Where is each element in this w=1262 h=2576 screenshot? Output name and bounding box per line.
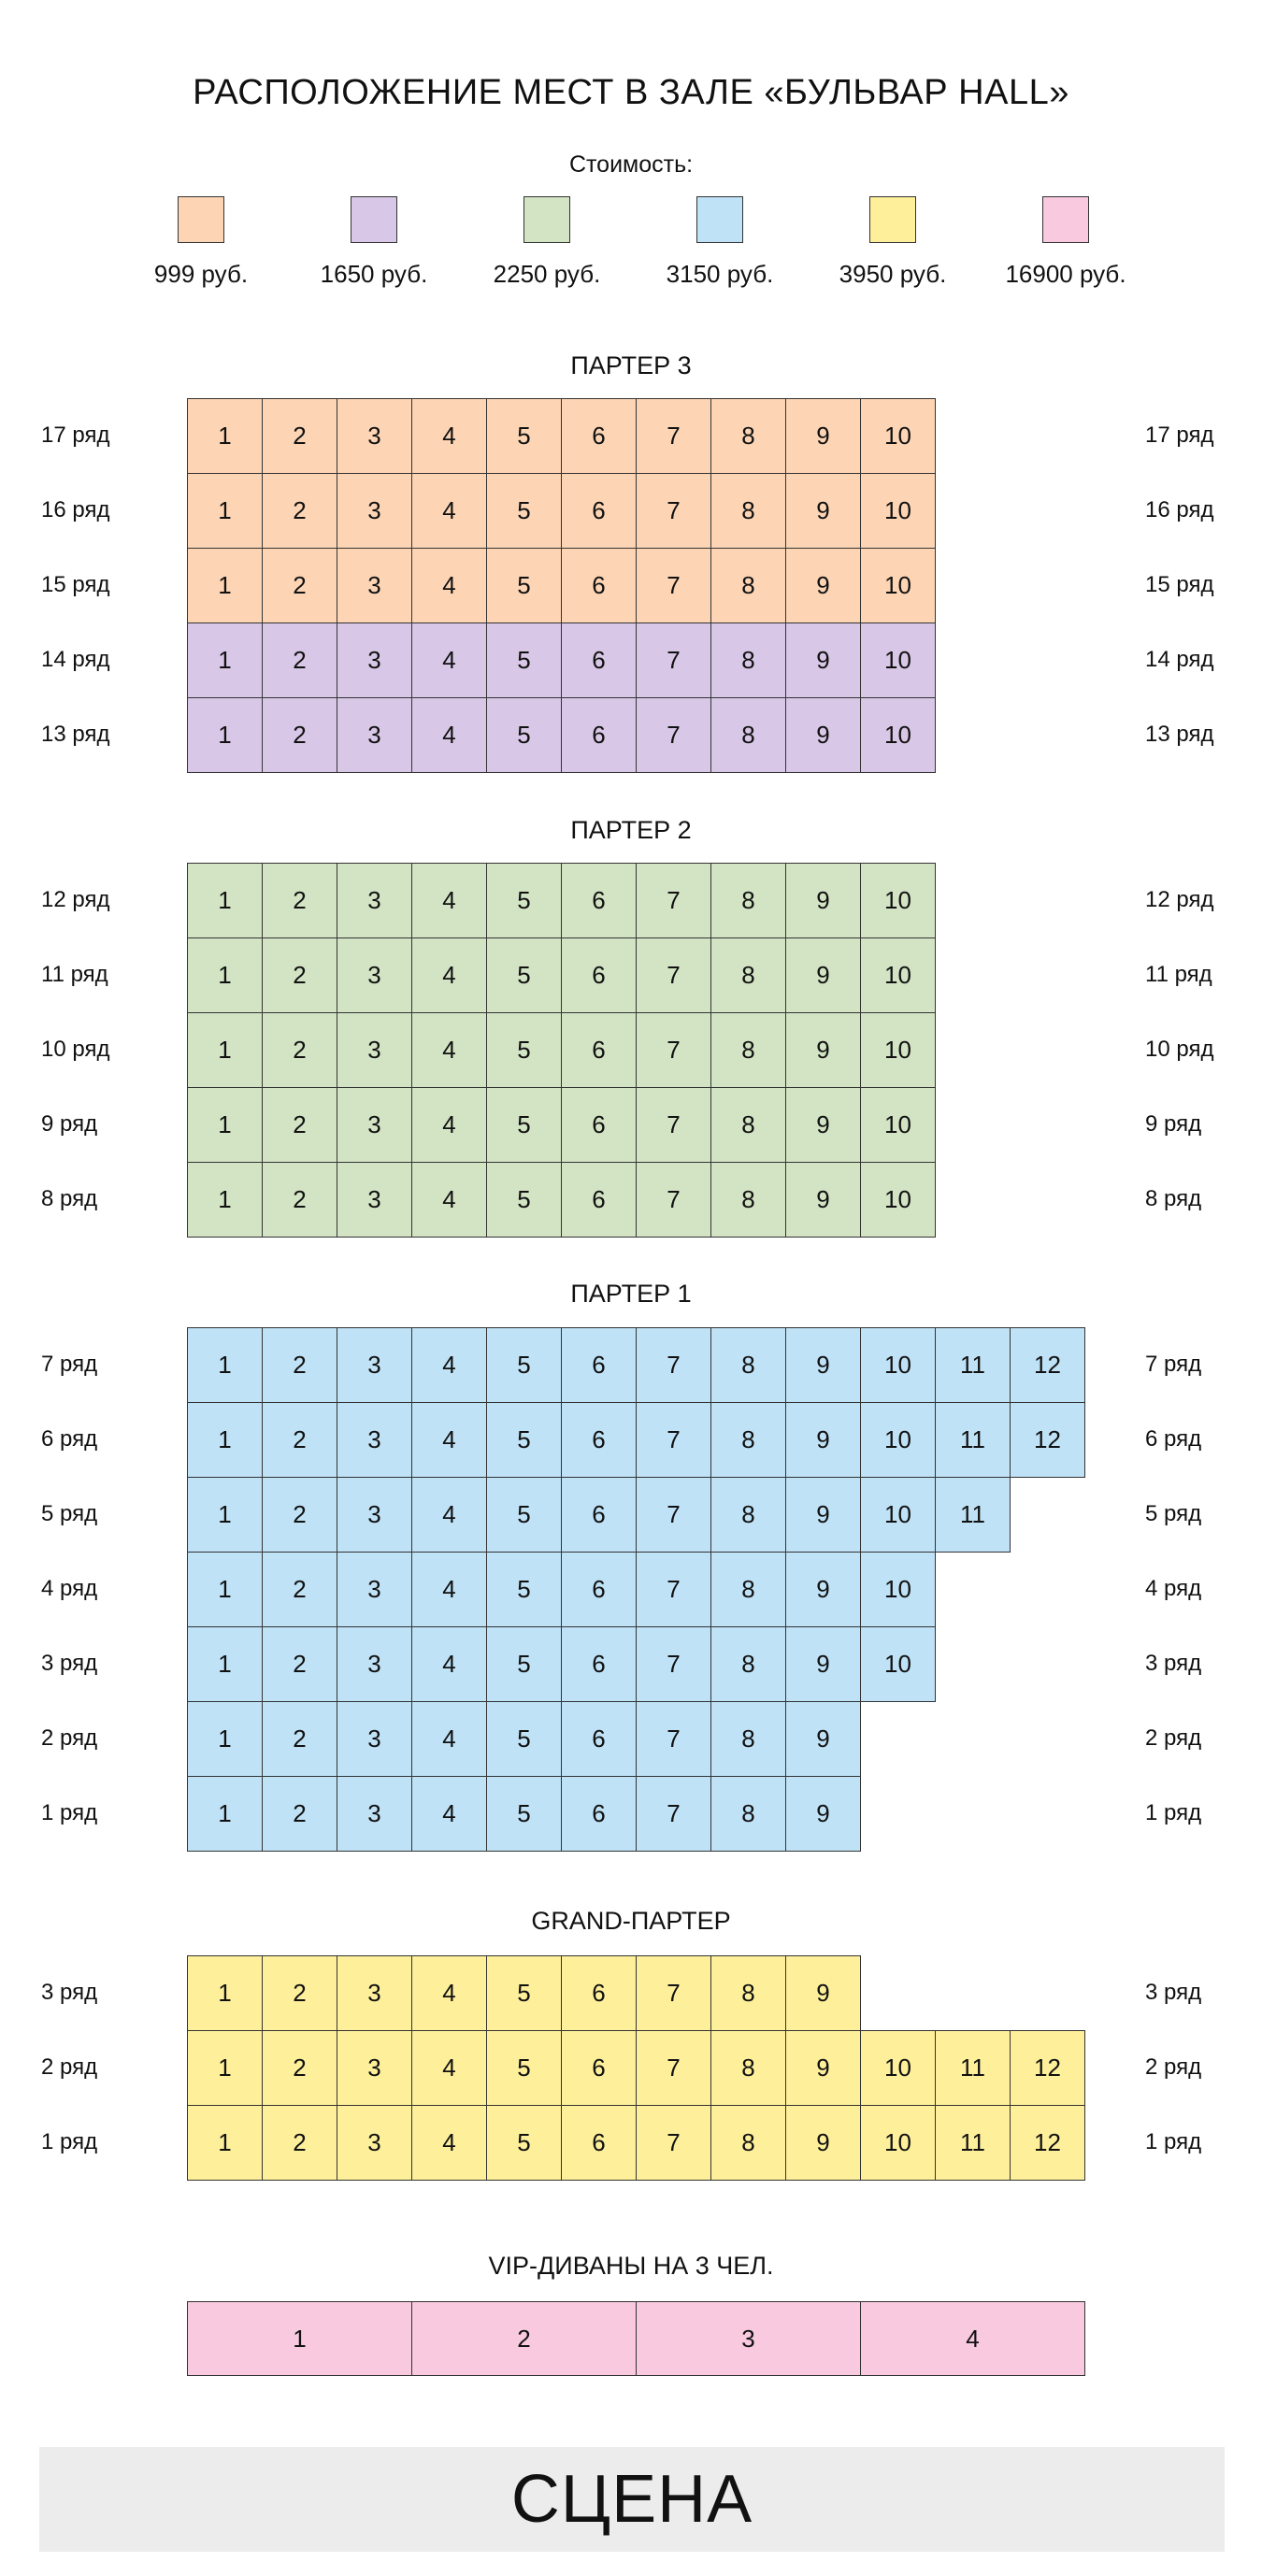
seat[interactable]: 11 bbox=[935, 1477, 1011, 1553]
seat[interactable]: 4 bbox=[411, 1701, 487, 1777]
seat[interactable]: 5 bbox=[486, 937, 562, 1013]
legend-swatch bbox=[696, 196, 743, 243]
seat[interactable]: 11 bbox=[935, 1402, 1011, 1478]
seat[interactable]: 8 bbox=[710, 398, 786, 474]
seat[interactable]: 9 bbox=[785, 1012, 861, 1088]
seat[interactable]: 3 bbox=[337, 1012, 412, 1088]
legend-swatch bbox=[869, 196, 916, 243]
seat[interactable]: 6 bbox=[561, 1402, 637, 1478]
legend-swatch bbox=[351, 196, 397, 243]
seat[interactable]: 3 bbox=[337, 1626, 412, 1702]
row-label-left: 10 ряд bbox=[41, 1037, 110, 1062]
seat[interactable]: 8 bbox=[710, 1701, 786, 1777]
seat[interactable]: 2 bbox=[262, 1402, 337, 1478]
seat[interactable]: 6 bbox=[561, 1087, 637, 1163]
seat[interactable]: 5 bbox=[486, 1776, 562, 1852]
seat[interactable]: 1 bbox=[187, 1162, 263, 1238]
seat[interactable]: 2 bbox=[262, 548, 337, 623]
row-label-left: 5 ряд bbox=[41, 1501, 98, 1526]
seat[interactable]: 7 bbox=[636, 697, 711, 773]
seat[interactable]: 3 bbox=[337, 398, 412, 474]
row-label-left: 14 ряд bbox=[41, 647, 110, 672]
seat[interactable]: 5 bbox=[486, 2030, 562, 2106]
seat[interactable]: 2 bbox=[262, 2105, 337, 2181]
seat[interactable]: 2 bbox=[262, 937, 337, 1013]
row-label-left: 2 ряд bbox=[41, 1725, 98, 1751]
seat[interactable]: 4 bbox=[411, 2105, 487, 2181]
seat[interactable]: 7 bbox=[636, 937, 711, 1013]
seat[interactable]: 4 bbox=[411, 1955, 487, 2031]
row-label-left: 1 ряд bbox=[41, 2129, 98, 2154]
vip-section-title: VIP-ДИВАНЫ НА 3 ЧЕЛ. bbox=[488, 2252, 774, 2280]
row-label-left: 3 ряд bbox=[41, 1651, 98, 1676]
legend-item bbox=[290, 196, 458, 289]
row-label-left: 8 ряд bbox=[41, 1186, 98, 1211]
seat[interactable]: 2 bbox=[262, 1087, 337, 1163]
seat[interactable]: 4 bbox=[411, 1402, 487, 1478]
seat[interactable]: 1 bbox=[187, 1776, 263, 1852]
seat[interactable]: 8 bbox=[710, 623, 786, 698]
seat[interactable]: 6 bbox=[561, 697, 637, 773]
seat[interactable]: 1 bbox=[187, 473, 263, 549]
row-label-right: 17 ряд bbox=[1145, 422, 1214, 448]
row-label-right: 9 ряд bbox=[1145, 1111, 1202, 1137]
seat[interactable]: 1 bbox=[187, 548, 263, 623]
seat[interactable]: 5 bbox=[486, 1701, 562, 1777]
legend-price-label: 16900 руб. bbox=[1005, 260, 1126, 288]
row-label-left: 15 ряд bbox=[41, 572, 110, 597]
legend-price-label: 2250 руб. bbox=[493, 260, 601, 288]
seat[interactable]: 5 bbox=[486, 398, 562, 474]
seat[interactable]: 1 bbox=[187, 1701, 263, 1777]
seat[interactable]: 5 bbox=[486, 473, 562, 549]
seat[interactable]: 2 bbox=[262, 1162, 337, 1238]
section-title: GRAND-ПАРТЕР bbox=[531, 1907, 731, 1935]
row-label-left: 9 ряд bbox=[41, 1111, 98, 1137]
seat[interactable]: 4 bbox=[411, 1626, 487, 1702]
seat[interactable]: 6 bbox=[561, 863, 637, 938]
seat[interactable]: 3 bbox=[337, 1776, 412, 1852]
seat[interactable]: 8 bbox=[710, 937, 786, 1013]
seat[interactable]: 4 bbox=[411, 473, 487, 549]
seat[interactable]: 6 bbox=[561, 1776, 637, 1852]
seat[interactable]: 10 bbox=[860, 1162, 936, 1238]
seat[interactable]: 10 bbox=[860, 1012, 936, 1088]
seat[interactable]: 1 bbox=[187, 623, 263, 698]
legend-item bbox=[117, 196, 285, 289]
seat[interactable]: 7 bbox=[636, 1087, 711, 1163]
seat[interactable]: 5 bbox=[486, 548, 562, 623]
seat[interactable]: 3 bbox=[337, 1701, 412, 1777]
seat[interactable]: 1 bbox=[187, 2030, 263, 2106]
seat[interactable]: 9 bbox=[785, 697, 861, 773]
seat[interactable]: 3 bbox=[337, 697, 412, 773]
seat[interactable]: 9 bbox=[785, 1776, 861, 1852]
row-label-right: 16 ряд bbox=[1145, 497, 1214, 522]
section-title: ПАРТЕР 1 bbox=[570, 1280, 692, 1308]
legend-price-label: 3950 руб. bbox=[839, 260, 947, 288]
row-label-right: 3 ряд bbox=[1145, 1651, 1202, 1676]
seat[interactable]: 9 bbox=[785, 1955, 861, 2031]
price-caption: Стоимость: bbox=[568, 151, 694, 178]
vip-sofa[interactable]: 4 bbox=[860, 2301, 1085, 2376]
seat[interactable]: 6 bbox=[561, 1552, 637, 1627]
seat[interactable]: 9 bbox=[785, 1701, 861, 1777]
row-label-right: 10 ряд bbox=[1145, 1037, 1214, 1062]
seat[interactable]: 2 bbox=[262, 1477, 337, 1553]
seat[interactable]: 9 bbox=[785, 548, 861, 623]
seat[interactable]: 9 bbox=[785, 863, 861, 938]
seat[interactable]: 6 bbox=[561, 1477, 637, 1553]
seat[interactable]: 3 bbox=[337, 1087, 412, 1163]
seat[interactable]: 2 bbox=[262, 1552, 337, 1627]
seat[interactable]: 5 bbox=[486, 1552, 562, 1627]
row-label-right: 7 ряд bbox=[1145, 1352, 1202, 1377]
seat[interactable]: 4 bbox=[411, 623, 487, 698]
seat[interactable]: 2 bbox=[262, 473, 337, 549]
seat[interactable]: 12 bbox=[1010, 1402, 1085, 1478]
seat[interactable]: 10 bbox=[860, 1552, 936, 1627]
seat[interactable]: 2 bbox=[262, 1776, 337, 1852]
legend-price-label: 3150 руб. bbox=[666, 260, 774, 288]
section-title: ПАРТЕР 3 bbox=[570, 351, 692, 379]
seat[interactable]: 4 bbox=[411, 1012, 487, 1088]
seat[interactable]: 6 bbox=[561, 1955, 637, 2031]
seat[interactable]: 2 bbox=[262, 1327, 337, 1403]
seat[interactable]: 2 bbox=[262, 1012, 337, 1088]
seat[interactable]: 6 bbox=[561, 1626, 637, 1702]
seat[interactable]: 2 bbox=[262, 1955, 337, 2031]
row-label-left: 12 ряд bbox=[41, 887, 110, 912]
seat[interactable]: 2 bbox=[262, 697, 337, 773]
seat[interactable]: 4 bbox=[411, 398, 487, 474]
row-label-right: 12 ряд bbox=[1145, 887, 1214, 912]
seat[interactable]: 11 bbox=[935, 2030, 1011, 2106]
seat[interactable]: 2 bbox=[262, 398, 337, 474]
row-label-right: 5 ряд bbox=[1145, 1501, 1202, 1526]
seat[interactable]: 10 bbox=[860, 1402, 936, 1478]
seat[interactable]: 7 bbox=[636, 398, 711, 474]
seat[interactable]: 9 bbox=[785, 1327, 861, 1403]
seat[interactable]: 9 bbox=[785, 1552, 861, 1627]
seat[interactable]: 5 bbox=[486, 2105, 562, 2181]
seat[interactable]: 10 bbox=[860, 1477, 936, 1553]
seat[interactable]: 9 bbox=[785, 623, 861, 698]
row-label-left: 11 ряд bbox=[41, 962, 108, 987]
seat[interactable]: 3 bbox=[337, 1955, 412, 2031]
seat[interactable]: 3 bbox=[337, 2105, 412, 2181]
seat[interactable]: 6 bbox=[561, 1162, 637, 1238]
seat[interactable]: 1 bbox=[187, 1477, 263, 1553]
row-label-left: 7 ряд bbox=[41, 1352, 98, 1377]
seat[interactable]: 1 bbox=[187, 1402, 263, 1478]
seat[interactable]: 6 bbox=[561, 2105, 637, 2181]
seat[interactable]: 9 bbox=[785, 1402, 861, 1478]
row-label-left: 17 ряд bbox=[41, 422, 110, 448]
row-label-right: 8 ряд bbox=[1145, 1186, 1202, 1211]
legend-item bbox=[809, 196, 977, 289]
seat[interactable]: 8 bbox=[710, 1402, 786, 1478]
seat[interactable]: 8 bbox=[710, 1162, 786, 1238]
seat[interactable]: 6 bbox=[561, 473, 637, 549]
seat[interactable]: 6 bbox=[561, 623, 637, 698]
seat[interactable]: 10 bbox=[860, 863, 936, 938]
seat[interactable]: 1 bbox=[187, 398, 263, 474]
seat[interactable]: 3 bbox=[337, 623, 412, 698]
seat[interactable]: 1 bbox=[187, 1087, 263, 1163]
seat[interactable]: 6 bbox=[561, 398, 637, 474]
seat[interactable]: 9 bbox=[785, 2030, 861, 2106]
seat[interactable]: 6 bbox=[561, 937, 637, 1013]
stage: СЦЕНА bbox=[39, 2447, 1225, 2552]
seat[interactable]: 8 bbox=[710, 1477, 786, 1553]
seat[interactable]: 8 bbox=[710, 1626, 786, 1702]
seat[interactable]: 7 bbox=[636, 1162, 711, 1238]
seat[interactable]: 10 bbox=[860, 473, 936, 549]
seat[interactable]: 4 bbox=[411, 1162, 487, 1238]
row-label-right: 1 ряд bbox=[1145, 1800, 1202, 1825]
seat[interactable]: 8 bbox=[710, 697, 786, 773]
seat[interactable]: 9 bbox=[785, 1626, 861, 1702]
seat[interactable]: 5 bbox=[486, 1477, 562, 1553]
row-label-right: 15 ряд bbox=[1145, 572, 1214, 597]
seat[interactable]: 1 bbox=[187, 937, 263, 1013]
seat[interactable]: 9 bbox=[785, 473, 861, 549]
seat[interactable]: 4 bbox=[411, 1776, 487, 1852]
legend-swatch bbox=[1042, 196, 1089, 243]
row-label-left: 13 ряд bbox=[41, 722, 110, 747]
seat[interactable]: 7 bbox=[636, 2105, 711, 2181]
seat[interactable]: 9 bbox=[785, 398, 861, 474]
seat[interactable]: 7 bbox=[636, 1402, 711, 1478]
seat[interactable]: 12 bbox=[1010, 2105, 1085, 2181]
seat[interactable]: 8 bbox=[710, 863, 786, 938]
row-label-right: 3 ряд bbox=[1145, 1980, 1202, 2005]
seat[interactable]: 11 bbox=[935, 1327, 1011, 1403]
row-label-left: 1 ряд bbox=[41, 1800, 98, 1825]
seat[interactable]: 4 bbox=[411, 1552, 487, 1627]
seat[interactable]: 5 bbox=[486, 697, 562, 773]
seat[interactable]: 11 bbox=[935, 2105, 1011, 2181]
legend-price-label: 1650 руб. bbox=[320, 260, 428, 288]
seat[interactable]: 7 bbox=[636, 548, 711, 623]
row-label-left: 3 ряд bbox=[41, 1980, 98, 2005]
seat[interactable]: 8 bbox=[710, 1327, 786, 1403]
seat[interactable]: 10 bbox=[860, 398, 936, 474]
seat[interactable]: 4 bbox=[411, 937, 487, 1013]
seat[interactable]: 1 bbox=[187, 1626, 263, 1702]
vip-sofa[interactable]: 3 bbox=[636, 2301, 861, 2376]
legend-swatch bbox=[523, 196, 570, 243]
seat[interactable]: 6 bbox=[561, 1327, 637, 1403]
seat[interactable]: 5 bbox=[486, 863, 562, 938]
row-label-right: 14 ряд bbox=[1145, 647, 1214, 672]
section-title: ПАРТЕР 2 bbox=[570, 816, 692, 844]
row-label-right: 2 ряд bbox=[1145, 2054, 1202, 2080]
seat[interactable]: 4 bbox=[411, 863, 487, 938]
seat[interactable]: 9 bbox=[785, 1087, 861, 1163]
seat[interactable]: 4 bbox=[411, 1327, 487, 1403]
legend-item bbox=[982, 196, 1150, 289]
seat[interactable]: 2 bbox=[262, 1626, 337, 1702]
seat[interactable]: 4 bbox=[411, 548, 487, 623]
seat[interactable]: 4 bbox=[411, 697, 487, 773]
seat[interactable]: 3 bbox=[337, 1162, 412, 1238]
seat[interactable]: 9 bbox=[785, 2105, 861, 2181]
seat[interactable]: 2 bbox=[262, 2030, 337, 2106]
seat[interactable]: 4 bbox=[411, 1087, 487, 1163]
seat[interactable]: 7 bbox=[636, 1012, 711, 1088]
seat[interactable]: 3 bbox=[337, 1402, 412, 1478]
seat[interactable]: 5 bbox=[486, 623, 562, 698]
seat[interactable]: 8 bbox=[710, 1552, 786, 1627]
seat[interactable]: 8 bbox=[710, 1012, 786, 1088]
seat[interactable]: 6 bbox=[561, 2030, 637, 2106]
seat[interactable]: 9 bbox=[785, 937, 861, 1013]
seat[interactable]: 3 bbox=[337, 1552, 412, 1627]
seat[interactable]: 5 bbox=[486, 1955, 562, 2031]
seat[interactable]: 7 bbox=[636, 473, 711, 549]
seat[interactable]: 1 bbox=[187, 1012, 263, 1088]
row-label-right: 13 ряд bbox=[1145, 722, 1214, 747]
seat[interactable]: 7 bbox=[636, 1626, 711, 1702]
row-label-left: 2 ряд bbox=[41, 2054, 98, 2080]
seat[interactable]: 6 bbox=[561, 1012, 637, 1088]
seat[interactable]: 3 bbox=[337, 1477, 412, 1553]
row-label-right: 11 ряд bbox=[1145, 962, 1212, 987]
seat[interactable]: 10 bbox=[860, 2105, 936, 2181]
seat[interactable]: 5 bbox=[486, 1087, 562, 1163]
seat[interactable]: 10 bbox=[860, 2030, 936, 2106]
seat[interactable]: 10 bbox=[860, 1087, 936, 1163]
legend-swatch bbox=[178, 196, 224, 243]
seat[interactable]: 5 bbox=[486, 1012, 562, 1088]
seat[interactable]: 8 bbox=[710, 1087, 786, 1163]
row-label-left: 4 ряд bbox=[41, 1576, 98, 1601]
seat[interactable]: 12 bbox=[1010, 1327, 1085, 1403]
vip-sofa[interactable]: 1 bbox=[187, 2301, 412, 2376]
seat[interactable]: 10 bbox=[860, 1327, 936, 1403]
seat[interactable]: 10 bbox=[860, 548, 936, 623]
seat[interactable]: 3 bbox=[337, 473, 412, 549]
legend-item bbox=[636, 196, 804, 289]
seat[interactable]: 7 bbox=[636, 1701, 711, 1777]
seat[interactable]: 7 bbox=[636, 1776, 711, 1852]
seat[interactable]: 8 bbox=[710, 473, 786, 549]
seat[interactable]: 5 bbox=[486, 1626, 562, 1702]
seat[interactable]: 7 bbox=[636, 863, 711, 938]
seat[interactable]: 10 bbox=[860, 623, 936, 698]
row-label-right: 2 ряд bbox=[1145, 1725, 1202, 1751]
row-label-right: 4 ряд bbox=[1145, 1576, 1202, 1601]
seat[interactable]: 8 bbox=[710, 1955, 786, 2031]
row-label-right: 6 ряд bbox=[1145, 1426, 1202, 1452]
seat[interactable]: 5 bbox=[486, 1327, 562, 1403]
seat[interactable]: 5 bbox=[486, 1402, 562, 1478]
seat[interactable]: 7 bbox=[636, 623, 711, 698]
seat[interactable]: 7 bbox=[636, 1477, 711, 1553]
seat[interactable]: 10 bbox=[860, 1626, 936, 1702]
seat[interactable]: 9 bbox=[785, 1477, 861, 1553]
seat[interactable]: 3 bbox=[337, 937, 412, 1013]
seat[interactable]: 4 bbox=[411, 1477, 487, 1553]
seat[interactable]: 6 bbox=[561, 1701, 637, 1777]
seat[interactable]: 8 bbox=[710, 2105, 786, 2181]
row-label-right: 1 ряд bbox=[1145, 2129, 1202, 2154]
seat[interactable]: 3 bbox=[337, 2030, 412, 2106]
seat[interactable]: 2 bbox=[262, 863, 337, 938]
row-label-left: 6 ряд bbox=[41, 1426, 98, 1452]
vip-sofa[interactable]: 2 bbox=[411, 2301, 637, 2376]
seat[interactable]: 12 bbox=[1010, 2030, 1085, 2106]
row-label-left: 16 ряд bbox=[41, 497, 110, 522]
seat[interactable]: 2 bbox=[262, 623, 337, 698]
page-title: РАСПОЛОЖЕНИЕ МЕСТ В ЗАЛЕ «БУЛЬВАР HALL» bbox=[193, 73, 1069, 112]
seat[interactable]: 7 bbox=[636, 1955, 711, 2031]
seat[interactable]: 7 bbox=[636, 1552, 711, 1627]
seat[interactable]: 1 bbox=[187, 863, 263, 938]
seat[interactable]: 2 bbox=[262, 1701, 337, 1777]
seat[interactable]: 1 bbox=[187, 697, 263, 773]
seat[interactable]: 8 bbox=[710, 548, 786, 623]
seat[interactable]: 1 bbox=[187, 2105, 263, 2181]
seat[interactable]: 5 bbox=[486, 1162, 562, 1238]
seat[interactable]: 8 bbox=[710, 2030, 786, 2106]
seat[interactable]: 3 bbox=[337, 863, 412, 938]
seat[interactable]: 3 bbox=[337, 1327, 412, 1403]
seat[interactable]: 6 bbox=[561, 548, 637, 623]
seat[interactable]: 10 bbox=[860, 937, 936, 1013]
seat[interactable]: 7 bbox=[636, 2030, 711, 2106]
legend-item bbox=[463, 196, 631, 289]
seat[interactable]: 9 bbox=[785, 1162, 861, 1238]
seat[interactable]: 1 bbox=[187, 1327, 263, 1403]
seat[interactable]: 3 bbox=[337, 548, 412, 623]
seat[interactable]: 7 bbox=[636, 1327, 711, 1403]
seat[interactable]: 4 bbox=[411, 2030, 487, 2106]
seat[interactable]: 8 bbox=[710, 1776, 786, 1852]
seat[interactable]: 1 bbox=[187, 1955, 263, 2031]
seat[interactable]: 1 bbox=[187, 1552, 263, 1627]
seat[interactable]: 10 bbox=[860, 697, 936, 773]
legend-price-label: 999 руб. bbox=[153, 260, 249, 288]
